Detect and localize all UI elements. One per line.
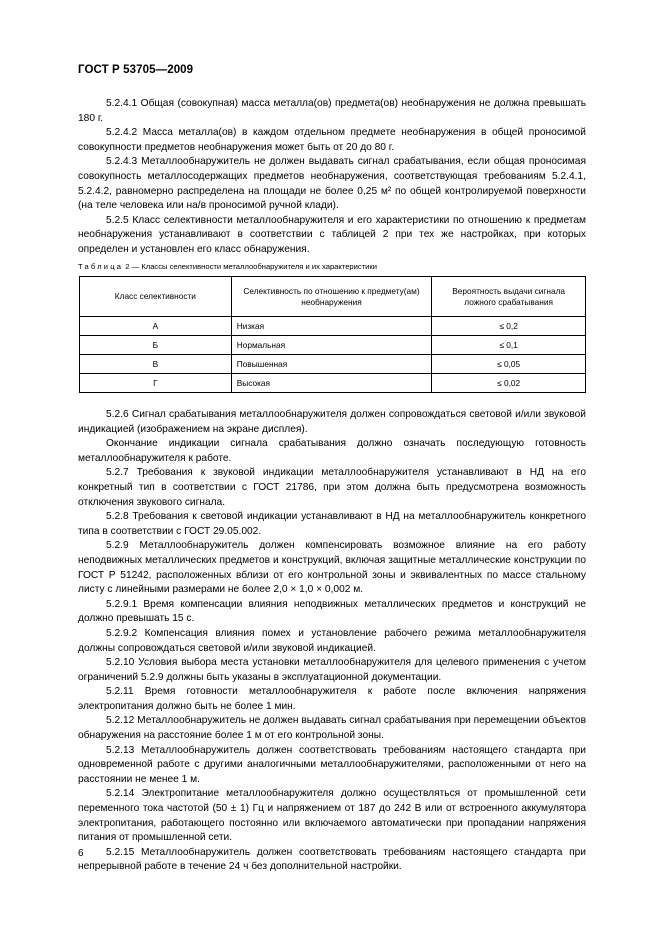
- table-row: [80, 355, 586, 374]
- header-probability: Вероятность выдачи сигнала ложного срабатывания: [432, 277, 586, 317]
- paragraph-indication-end: Окончание индикации сигнала срабатывания должно означать последующую готовность металлообнаружителя к работе.: [78, 438, 586, 464]
- paragraph-5-2-4-3: 5.2.4.3 Металлообнаружитель не должен выдавать сигнал срабатывания, если общая проносимая совокупность металлосодержащих предметов необнаружения, соответствующая требованиям 5.2.4.1, 5.2.4.2, равномерно распределена на площади не более 0,25 м² по общей контролируемой поверхности (на теле человека или на/в проносимой ручной клади).: [78, 156, 586, 212]
- cell-probability: ≤ 0,05: [432, 355, 586, 374]
- paragraph-5-2-9-1: 5.2.9.1 Время компенсации влияния неподвижных металлических предметов и конструкций не должно превышать 15 с.: [78, 598, 586, 625]
- table-caption-text: 2 — Классы селективности металлообнаружителя и их характеристики: [123, 262, 377, 271]
- table-header-row: [80, 277, 586, 317]
- paragraph-5-2-12: 5.2.12 Металлообнаружитель не должен выдавать сигнал срабатывания при перемещении объектов обнаружения на расстояние более 1 м от его контрольной зоны.: [78, 715, 586, 742]
- cell-selectivity: Повышенная: [231, 355, 432, 374]
- cell-probability: ≤ 0,02: [432, 374, 586, 393]
- paragraph-5-2-5: 5.2.5 Класс селективности металлообнаружителя и его характеристики по отношению к предметам необнаружения устанавливают в соответствии с таблицей 2 при тех же настройках, при которых определен и установлен его класс обнаружения.: [78, 214, 586, 255]
- paragraph-5-2-10: 5.2.10 Условия выбора места установки металлообнаружителя для целевого применения с учетом ограничений 5.2.9 должны быть указаны в эксплуатационной документации.: [78, 657, 586, 683]
- cell-class: Г: [80, 374, 232, 393]
- paragraph-5-2-14: 5.2.14 Электропитание металлообнаружителя должно осуществляться от промышленной сети переменного тока частотой (50 ± 1) Гц и напряжением от 187 до 242 В или от встроенного аккумулятора электропитания, работающего постоянно или включаемого автоматически при пропадании напряжения питания от промышленной сети.: [78, 788, 586, 844]
- paragraph-5-2-13: 5.2.13 Металлообнаружитель должен соответствовать требованиям настоящего стандарта при одновременной работе с другими аналогичными металлообнаружителями, расположенными от него на расстоянии не менее 1 м.: [78, 744, 586, 785]
- cell-probability: ≤ 0,2: [432, 317, 586, 336]
- paragraph-5-2-11: 5.2.11 Время готовности металлообнаружителя к работе после включения напряжения электропитания должно быть не более 1 мин.: [78, 686, 586, 712]
- paragraph-5-2-9-2: 5.2.9.2 Компенсация влияния помех и установление рабочего режима металлообнаружителя должны сопровождаться световой и/или звуковой индикацией.: [78, 627, 586, 654]
- cell-selectivity: Высокая: [231, 374, 432, 393]
- paragraph-5-2-7: 5.2.7 Требования к звуковой индикации металлообнаружителя устанавливают в НД на его конкретный тип в соответствии с ГОСТ 21786, при этом должна быть предусмотрена возможность отключения звукового сигнала.: [78, 467, 586, 508]
- paragraph-5-2-6: 5.2.6 Сигнал срабатывания металлообнаружителя должен сопровождаться световой и/или звуковой индикацией (изображением на экране дисплея).: [78, 409, 586, 435]
- paragraph-5-2-4-1: 5.2.4.1 Общая (совокупная) масса металла(ов) предмета(ов) необнаружения не должна превышать 180 г.: [78, 98, 586, 124]
- paragraph-5-2-15: 5.2.15 Металлообнаружитель должен соответствовать требованиям настоящего стандарта при непрерывной работе в течение 24 ч без дополнительной настройки.: [78, 846, 586, 873]
- table-caption: [78, 262, 377, 271]
- header-class: Класс селективности: [80, 277, 232, 317]
- header-selectivity: Селективность по отношению к предмету(ам) необнаружения: [231, 277, 432, 317]
- cell-selectivity: Нормальная: [231, 336, 432, 355]
- table-caption-label: Таблица: [78, 262, 124, 271]
- paragraph-5-2-9: 5.2.9 Металлообнаружитель должен компенсировать возможное влияние на его работу неподвижных металлических предметов и конструкций, включая защитные металлические конструкции по ГОСТ Р 51242, расположенных вблизи от его контрольной зоны и эквивалентных по массе стальному листу с линейными размерами не более 2,0 × 1,0 × 0,002 м.: [78, 540, 586, 596]
- cell-class: Б: [80, 336, 232, 355]
- table-row: [80, 317, 586, 336]
- paragraph-5-2-8: 5.2.8 Требования к световой индикации устанавливают в НД на металлообнаружитель конкретного типа в соответствии с ГОСТ 29.05.002.: [78, 511, 586, 537]
- page-number: 6: [78, 848, 84, 859]
- cell-probability: ≤ 0,1: [432, 336, 586, 355]
- table-row: [80, 336, 586, 355]
- cell-selectivity: Низкая: [231, 317, 432, 336]
- body-bottom: [78, 408, 586, 875]
- document-header: ГОСТ Р 53705—2009: [78, 64, 194, 76]
- cell-class: А: [80, 317, 232, 336]
- body-top: [78, 97, 586, 258]
- cell-class: В: [80, 355, 232, 374]
- table-row: [80, 374, 586, 393]
- paragraph-5-2-4-2: 5.2.4.2 Масса металла(ов) в каждом отдельном предмете необнаружения в общей проносимой совокупности предметов необнаружения может быть от 20 до 80 г.: [78, 127, 586, 153]
- selectivity-table: [79, 276, 586, 393]
